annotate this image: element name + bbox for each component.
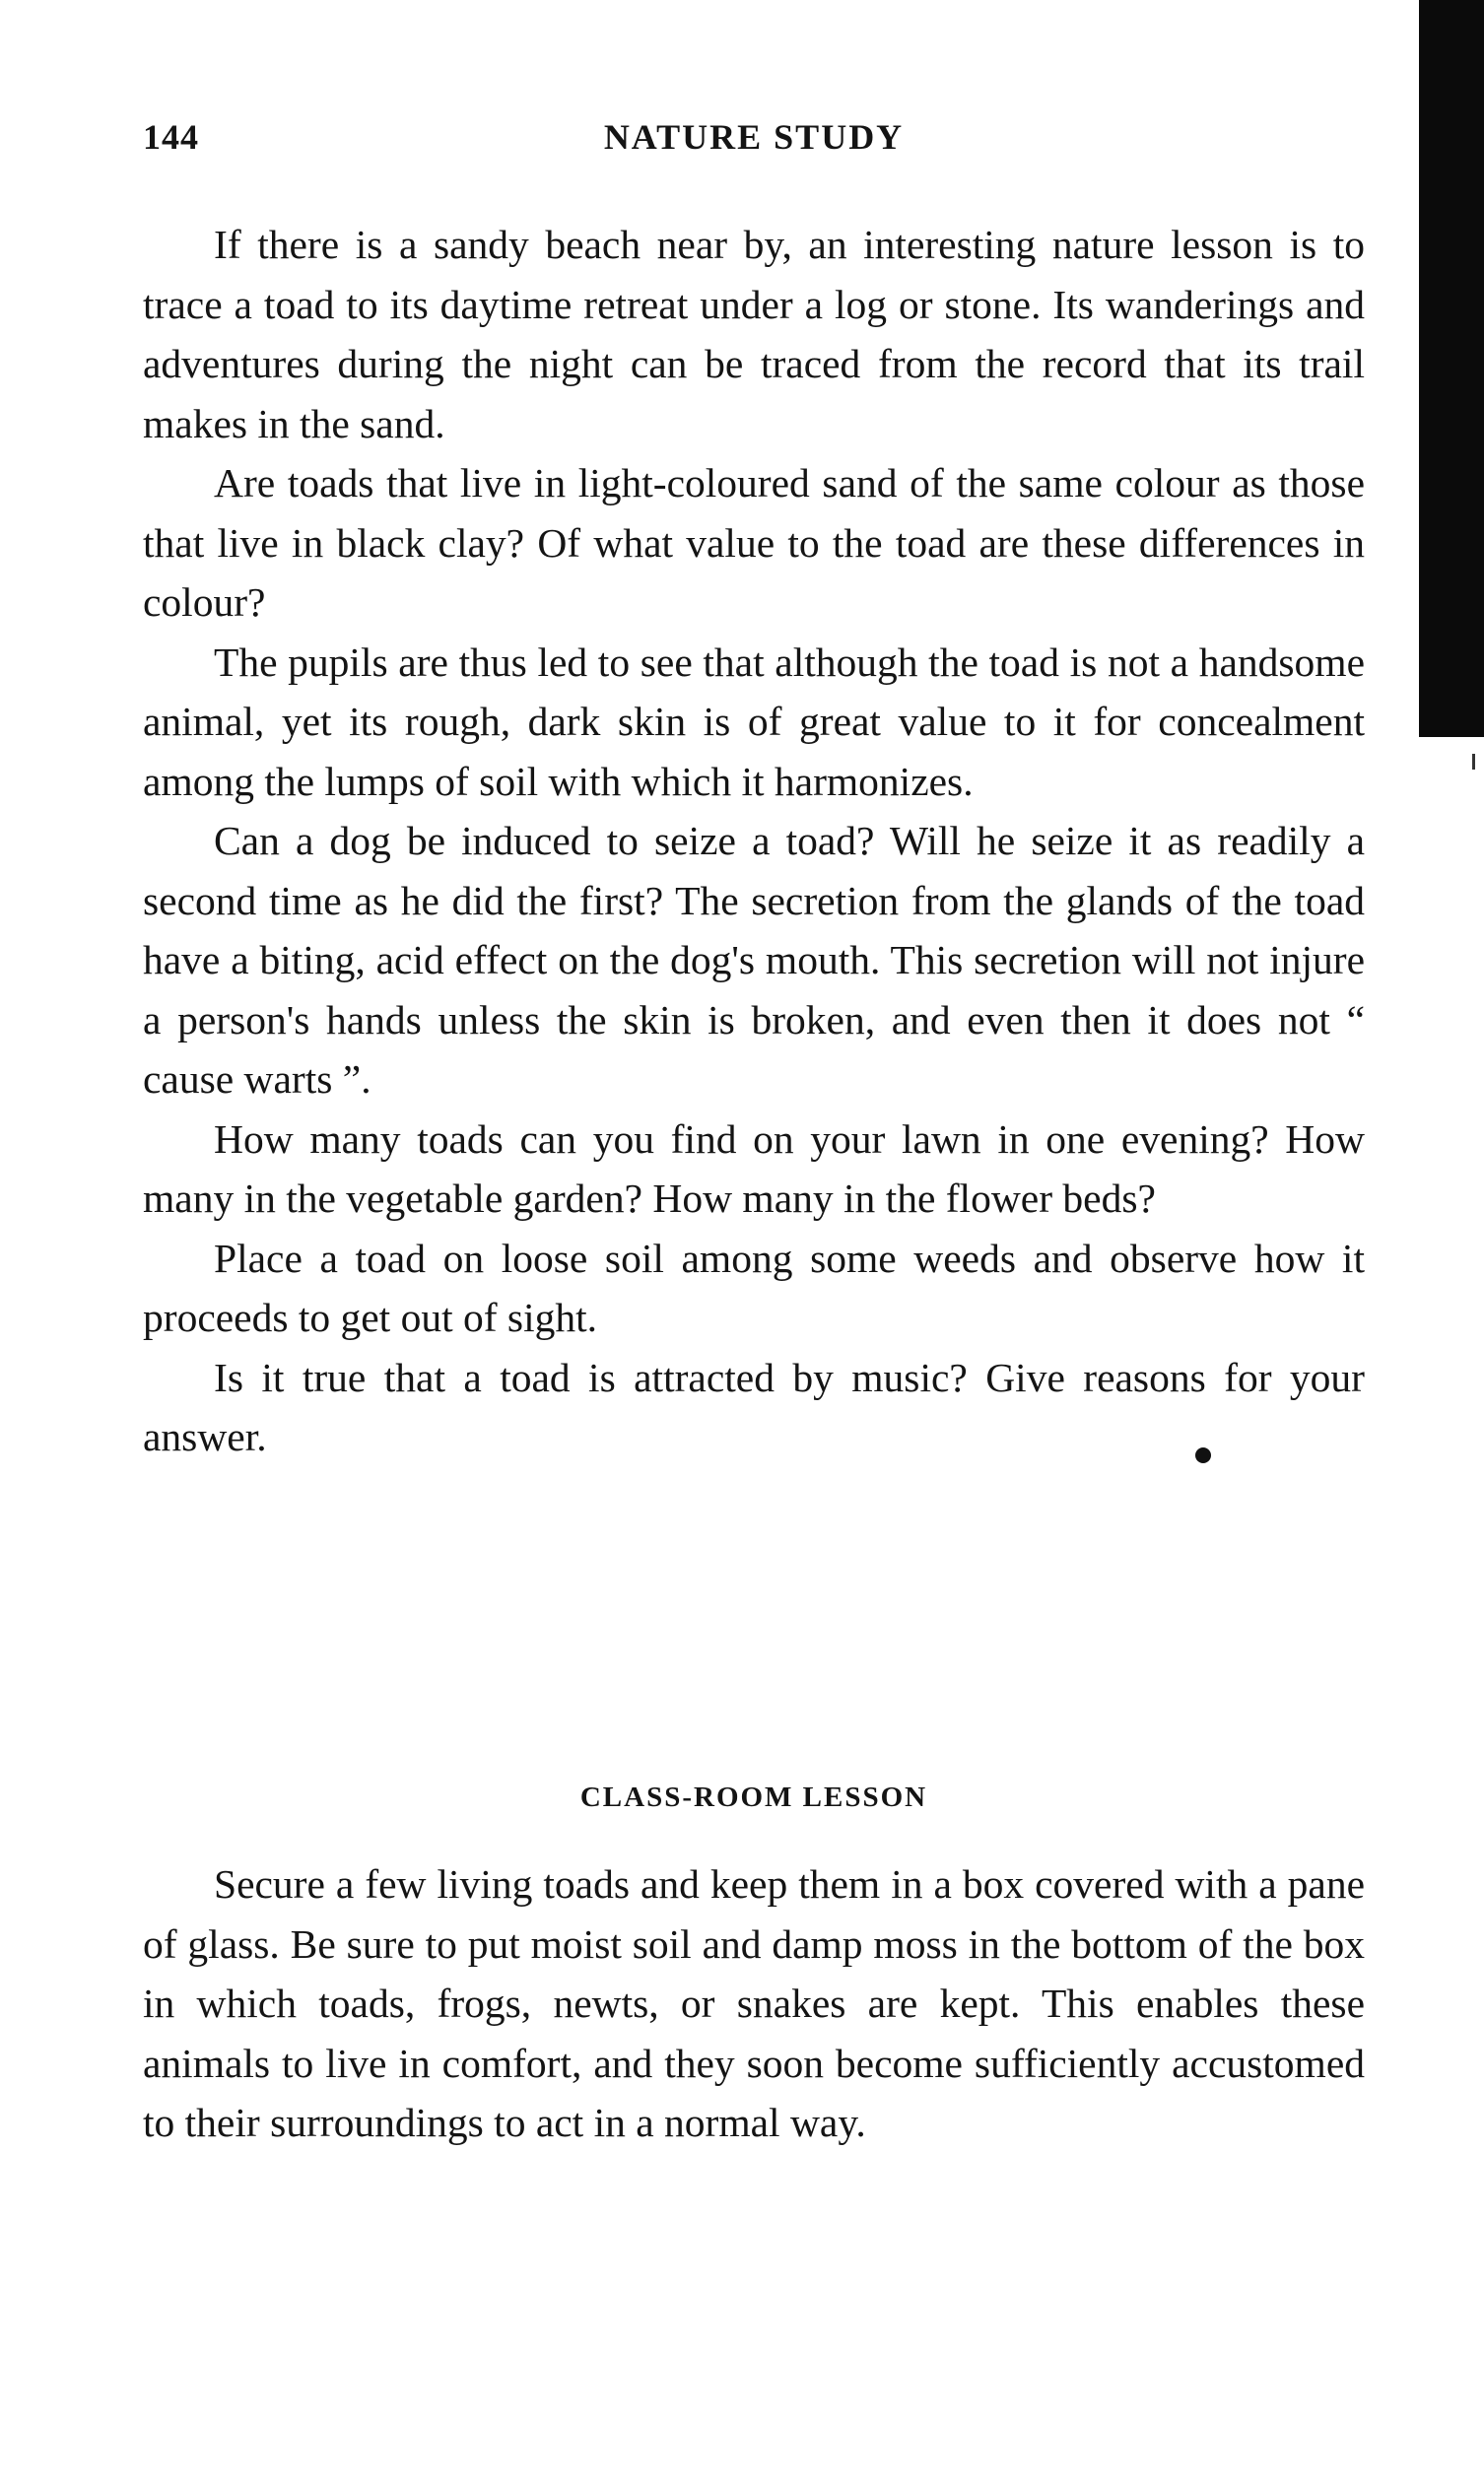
body-text xyxy=(143,215,1365,1467)
paragraph-concealment: The pupils are thus led to see that although the toad is not a handsome animal, yet its rough, dark skin is of great value to it for concealment among the lumps of soil with which it harmonizes. xyxy=(143,639,1365,804)
section-heading: CLASS-ROOM LESSON xyxy=(579,1781,928,1813)
paragraph-counting-toads: How many toads can you find on your lawn in one evening? How many in the vegetable garden? How many in the flower beds? xyxy=(143,1115,1365,1221)
paragraph-loose-soil: Place a toad on loose soil among some weeds and observe how it proceeds to get out of sight. xyxy=(143,1235,1365,1340)
paragraph-sandy-beach: If there is a sandy beach near by, an interesting nature lesson is to trace a toad to its daytime retreat under a log or stone. Its wanderings and adventures during the night can be traced from the record that its trail makes in the sand. xyxy=(143,222,1365,446)
print-blemish-dot xyxy=(1195,1447,1211,1463)
paragraph-dog-secretion: Can a dog be induced to seize a toad? Will he seize it as readily a second time as he did the first? The secretion from the glands of the toad have a biting, acid effect on the dog's mouth. This secretion will not injure a person's hands unless the skin is broken, and even then it does not “ cause warts ”. xyxy=(143,818,1365,1102)
class-room-lesson xyxy=(143,1854,1365,2153)
paragraph-music: Is it true that a toad is attracted by music? Give reasons for your answer. xyxy=(143,1354,1365,1459)
scan-edge-mark xyxy=(1472,754,1475,770)
paragraph-class-room: Secure a few living toads and keep them in a box covered with a pane of glass. Be sure to put moist soil and damp moss in the bottom of the box in which toads, frogs, newts, or snakes are kept. This enables these animals to live in comfort, and they soon become sufficiently accustomed to their surroundings to act in a normal way. xyxy=(143,1861,1365,2145)
running-head: NATURE STUDY xyxy=(603,117,905,157)
paragraph-sand-colour: Are toads that live in light-coloured sand of the same colour as those that live in black clay? Of what value to the toad are these differences in colour? xyxy=(143,460,1365,625)
page-number: 144 xyxy=(143,117,199,157)
scan-edge-bar xyxy=(1419,0,1484,737)
page-header xyxy=(143,116,1365,166)
